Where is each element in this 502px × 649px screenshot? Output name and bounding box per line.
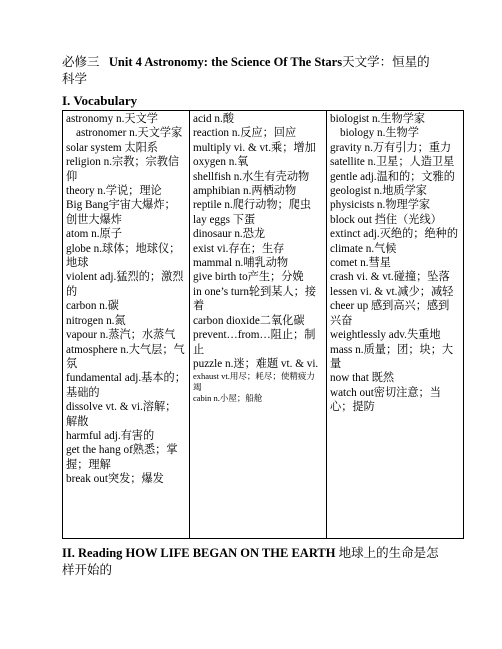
section-heading-reading <box>62 545 446 579</box>
vocab-entry: oxygen n.氧 <box>193 156 249 169</box>
vocab-entry: reptile n.爬行动物；爬虫 <box>193 199 312 212</box>
vocab-entry: multiply vi. & vt.乘；增加 <box>193 141 316 154</box>
vocab-entry: cheer up 感到高兴；感到兴奋 <box>330 300 450 327</box>
vocab-entry: comet n.彗星 <box>330 257 391 270</box>
vocab-entry: religion n.宗教；宗教信仰 <box>66 156 180 183</box>
unit-title-cn: 天文学：恒星的科学 <box>62 55 430 86</box>
table-row <box>63 111 464 539</box>
vocab-entry: now that 既然 <box>330 372 395 385</box>
reading-heading-en: II. Reading HOW LIFE BEGAN ON THE EARTH <box>62 546 336 560</box>
vocab-entry: astronomer n.天文学家 <box>76 127 183 140</box>
vocab-entry: prevent…from…阻止；制止 <box>193 329 316 356</box>
vocab-entry: reaction n.反应；回应 <box>193 127 297 140</box>
vocab-entry: dinosaur n.恐龙 <box>193 228 266 241</box>
vocab-entry: puzzle n.迷；难题 vt. & vi. <box>193 357 319 370</box>
vocab-entry: satellite n.卫星；人造卫星 <box>330 156 455 169</box>
vocab-entry: biology n.生物学 <box>340 127 419 140</box>
vocab-entry: break out突发；爆发 <box>66 473 164 486</box>
vocab-entry: harmful adj.有害的 <box>66 429 155 442</box>
vocab-entry: cabin n.小屋；船舱 <box>193 393 263 404</box>
vocab-entry: acid n.酸 <box>193 113 235 125</box>
vocab-entry: carbon n.碳 <box>66 300 119 313</box>
vocab-entry: solar system 太阳系 <box>66 141 158 154</box>
vocab-entry: crash vi. & vt.碰撞；坠落 <box>330 271 450 284</box>
book-label: 必修三 <box>62 55 100 69</box>
vocab-entry: globe n.球体；地球仪；地球 <box>66 242 181 270</box>
vocab-entry: astronomy n.天文学 <box>66 113 158 125</box>
vocab-entry: violent adj.猛烈的；激烈的 <box>66 271 184 298</box>
vocab-entry: watch out密切注意；当心；提防 <box>330 386 441 414</box>
vocab-column-3 <box>327 111 464 539</box>
vocab-entry: extinct adj.灭绝的；绝种的 <box>330 228 459 241</box>
vocabulary-table <box>62 110 464 539</box>
vocab-entry: block out 挡住（光线） <box>330 213 442 226</box>
vocab-entry: amphibian n.两栖动物 <box>193 185 297 198</box>
vocab-entry: dissolve vt. & vi.溶解；解散 <box>66 401 177 428</box>
vocab-entry: mammal n.哺乳动物 <box>193 257 289 270</box>
vocab-entry: exhaust vt.用尽；耗尽；使精疲力竭 <box>193 371 315 393</box>
unit-title-en: Unit 4 Astronomy: the Science Of The Stars <box>108 55 343 69</box>
vocab-entry: Big Bang宇宙大爆炸；创世大爆炸 <box>66 199 176 226</box>
vocab-entry: shellfish n.水生有壳动物 <box>193 170 310 183</box>
vocab-entry: mass n.质量；团；块；大量 <box>330 343 454 370</box>
vocab-entry: geologist n.地质学家 <box>330 185 427 198</box>
vocab-column-1 <box>63 111 190 539</box>
unit-title <box>62 54 442 88</box>
vocab-entry: lessen vi. & vt.减少；减轻 <box>330 285 454 298</box>
vocab-entry: vapour n.蒸汽；水蒸气 <box>66 329 176 342</box>
vocab-entry: physicists n.物理学家 <box>330 199 431 212</box>
vocab-entry: theory n.学说；理论 <box>66 185 162 198</box>
vocab-entry: fundamental adj.基本的；基础的 <box>66 372 186 399</box>
vocab-entry: weightlessly adv.失重地 <box>330 329 441 342</box>
vocab-entry: atom n.原子 <box>66 228 122 241</box>
vocab-entry: gravity n.万有引力；重力 <box>330 141 452 154</box>
reading-heading-cn: 地球上的生命是怎样开始的 <box>62 546 439 577</box>
vocab-entry: gentle adj.温和的；文雅的 <box>330 170 455 183</box>
vocab-entry: exist vi.存在；生存 <box>193 242 285 255</box>
vocab-entry: give birth to产生；分娩 <box>193 271 304 284</box>
vocab-entry: nitrogen n.氮 <box>66 314 126 327</box>
vocab-entry: climate n.气候 <box>330 242 397 255</box>
vocab-entry: atmosphere n.大气层；气氛 <box>66 343 185 370</box>
vocab-entry: in one’s turn轮到某人；接着 <box>193 285 317 313</box>
vocab-entry: biologist n.生物学家 <box>330 113 426 125</box>
section-heading-vocabulary: I. Vocabulary <box>62 93 138 108</box>
vocab-entry: lay eggs 下蛋 <box>193 213 256 226</box>
vocab-column-2 <box>190 111 327 539</box>
vocab-entry: carbon dioxide二氧化碳 <box>193 314 305 327</box>
vocab-entry: get the hang of熟悉；掌握；理解 <box>66 444 178 471</box>
